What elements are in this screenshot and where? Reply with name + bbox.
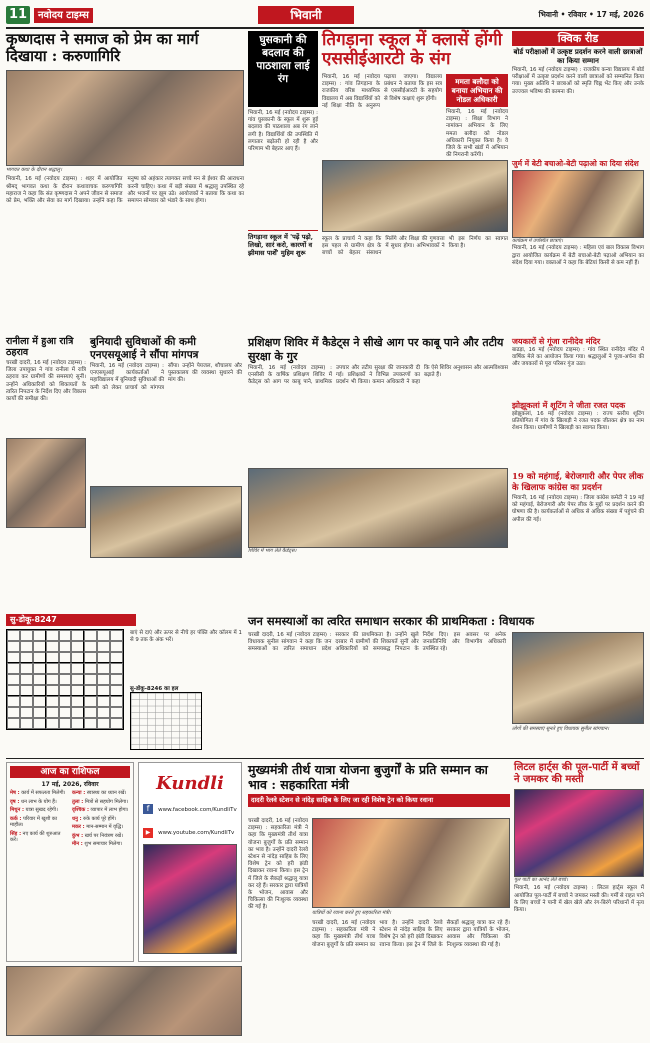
sudoku-cell — [20, 696, 33, 707]
body-vidhayak: चरखी दादरी, 16 मई (नवोदय टाइम्स) : विधायक सुनील सांगवान ने कहा कि जन समस्याओं का त्वरित समाधान प्रदेश सरकार की प्राथमिकता है। उन्होंने खुले दरबार में ग्रामीणों की शिकायतें सुनीं और अधिकारियों को समयबद्ध निपटान के निर्देश दिए। इस अवसर पर अनेक जनप्रतिनिधि और विभागीय अधिकारी उपस्थित रहे। — [248, 632, 506, 653]
photo-bottom-left — [6, 966, 242, 1036]
rashi-text: नए कार्य की शुरुआत करें। — [10, 830, 61, 843]
headline-beti: जुर्म में बेटी बचाओ-बेटी पढ़ाओ का दिया संदेश — [512, 159, 639, 168]
sudoku-cell — [46, 707, 59, 718]
photo-beti — [512, 170, 644, 238]
sudoku-cell — [20, 652, 33, 663]
sudoku-cell — [71, 630, 84, 641]
sudoku-cell — [71, 674, 84, 685]
sudoku-cell — [97, 663, 110, 674]
photo-cadets — [248, 468, 508, 548]
headline-tigdana: तिगड़ाना स्कूल में क्लासें होंगी एससीईआरटी के संग — [322, 30, 503, 69]
rashi-sign: वृष : — [10, 798, 20, 805]
sudoku-cell — [59, 630, 72, 641]
sudoku-cell — [20, 641, 33, 652]
sudoku-cell — [84, 718, 97, 729]
sudoku-cell — [84, 685, 97, 696]
sudoku-cell — [59, 685, 72, 696]
sudoku-cell — [33, 718, 46, 729]
quick-read-title: क्विक रीड — [512, 31, 644, 46]
sudoku-cell — [20, 718, 33, 729]
subhead-tirth: दादरी रेलवे स्टेशन से नांदेड़ साहिब के लिए जा रही विशेष ट्रेन को किया रवाना — [251, 796, 434, 804]
kundli-ad-image — [143, 844, 237, 954]
story-tirth — [248, 762, 510, 1037]
headline-shooting: झोझूकलां में शूटिंग ने जीता रजत पदक — [512, 400, 626, 410]
sudoku-cell — [33, 674, 46, 685]
photo-tigdana-classroom — [322, 160, 508, 232]
subhead-tigdana — [248, 230, 318, 280]
sudoku-cell — [7, 696, 20, 707]
subhead-tigdana-text: तिगड़ाना स्कूल में 'पढ़ें पढ़ो, लिखो, सारं करो, कारणों व झीमास पार्शें' मुहिम शुरू — [248, 233, 314, 257]
rashi-text: मान-सम्मान में वृद्धि। — [84, 824, 124, 830]
quick-read-body: भिवानी, 16 मई (नवोदय टाइम्स) : राजकीय कन्या विद्यालय में बोर्ड परीक्षाओं में उत्कृष्ट प्रदर्शन करने वाली छात्राओं को सम्मानित किया गया। मुख्य अतिथि ने छात्राओं को स्मृति चिह्न भेंट किए और उनके उज्ज्वल भविष्य की कामना की। — [512, 67, 644, 95]
body-tirth-1: चरखी दादरी, 16 मई (नवोदय टाइम्स) : सहकारिता मंत्री ने कहा कि मुख्यमंत्री तीर्थ यात्रा योजना बुजुर्गों के प्रति सम्मान का भाव है। उन्होंने दादरी रेलवे स्टेशन से नांदेड़ साहिब के लिए विशेष ट्रेन को हरी झंडी दिखाकर रवाना किया। इस ट्रेन में जिले के सैकड़ों श्रद्धालु यात्रा कर रहे हैं। सरकार द्वारा यात्रियों के भोजन, आवास और चिकित्सा की निःशुल्क व्यवस्था की गई है। — [248, 818, 308, 911]
body-krishnadas: भिवानी, 16 मई (नवोदय टाइम्स) : शहर में आयोजित श्रीमद् भागवत कथा के दौरान कथावाचक करुणागिरि महाराज ने कहा कि संत कृष्णदास ने अपने जीवन से समाज को प्रेम, भक्ति और सेवा का मार्ग दिखाया। उन्होंने कहा कि मनुष्य को अहंकार त्यागकर सच्चे मन से ईश्वर की आराधना करनी चाहिए। कथा में बड़ी संख्या में श्रद्धालु उपस्थित रहे और भजनों पर झूम उठे। आयोजकों ने बताया कि कथा का समापन सोमवार को भंडारे के साथ होगा। — [6, 176, 244, 205]
sudoku-cell — [71, 685, 84, 696]
sudoku-cell — [84, 696, 97, 707]
sudoku-cell — [7, 707, 20, 718]
sudoku-box — [6, 614, 244, 754]
rashi-text: यात्रा सुखद रहेगी। — [24, 807, 58, 813]
story-little-hearts — [514, 762, 644, 1037]
sudoku-cell — [59, 718, 72, 729]
sudoku-cell — [7, 652, 20, 663]
rashifal-box — [6, 762, 134, 962]
rashi-text: स्वास्थ्य का ध्यान रखें। — [85, 790, 127, 796]
rashi-sign: मिथुन : — [10, 807, 24, 813]
rashi-item — [72, 833, 130, 840]
sudoku-cell — [110, 663, 123, 674]
story-protest — [512, 472, 644, 608]
body-shooting: झोझूकलां, 16 मई (नवोदय टाइम्स) : राज्य स्तरीय शूटिंग प्रतियोगिता में गांव के खिलाड़ी ने रजत पदक जीतकर क्षेत्र का नाम रोशन किया। ग्रामीणों ने खिलाड़ी का स्वागत किया। — [512, 411, 644, 432]
sudoku-prev-grid — [130, 692, 202, 750]
rashi-sign: तुला : — [72, 798, 84, 805]
sudoku-cell — [46, 641, 59, 652]
headline-little-hearts: लिटल हार्ट्स की पूल-पार्टी में बच्चों ने जमकर की मस्ती — [514, 762, 640, 785]
sudoku-cell — [71, 696, 84, 707]
sudoku-cell — [7, 718, 20, 729]
body-protest: भिवानी, 16 मई (नवोदय टाइम्स) : जिला कांग्रेस कमेटी ने 19 मई को महंगाई, बेरोजगारी और पेपर लीक के मुद्दों पर प्रदर्शन करने की घोषणा की है। कार्यकर्ताओं से अधिक से अधिक संख्या में पहुंचने की अपील की गई। — [512, 495, 644, 523]
caption-little-hearts: पूल पार्टी का आनंद लेते बच्चे। — [514, 877, 568, 883]
sudoku-cell — [33, 641, 46, 652]
sudoku-cell — [20, 707, 33, 718]
story-vidhayak — [248, 614, 644, 754]
body-nsui: भिवानी, 16 मई (नवोदय टाइम्स) : एनएसयूआई कार्यकर्ताओं ने महाविद्यालय में बुनियादी सुविधाओं की कमी को लेकर प्राचार्य को मांगपत्र सौंपा। उन्होंने पेयजल, शौचालय और पुस्तकालय की व्यवस्था सुधारने की मांग की। — [90, 363, 242, 391]
story-cadets — [248, 336, 508, 608]
rashi-sign: मकर : — [72, 824, 85, 830]
story-ranila — [6, 336, 86, 608]
sudoku-cell — [97, 630, 110, 641]
sudoku-cell — [84, 641, 97, 652]
rashi-item — [10, 831, 68, 844]
sudoku-cell — [20, 685, 33, 696]
rashi-sign: सिंह : — [10, 830, 22, 837]
sudoku-cell — [110, 696, 123, 707]
sudoku-cell — [20, 674, 33, 685]
sudoku-cell — [7, 674, 20, 685]
photo-ranila — [6, 438, 86, 528]
rashifal-title: आज का राशिफल — [10, 766, 130, 778]
sudoku-cell — [59, 663, 72, 674]
sudoku-cell — [97, 674, 110, 685]
sudoku-cell — [97, 696, 110, 707]
sudoku-cell — [71, 663, 84, 674]
rashi-sign: कुंभ : — [72, 832, 84, 839]
caption-tirth: यात्रियों को रवाना करते हुए सहकारिता मंत्री। — [312, 910, 392, 916]
rashi-item — [10, 799, 68, 806]
sudoku-cell — [59, 674, 72, 685]
sudoku-cell — [84, 663, 97, 674]
sudoku-cell — [84, 652, 97, 663]
headline-ghuskani: घुसकानी की बदलाव की पाठशाला लाई रंग — [256, 34, 310, 85]
sudoku-cell — [110, 630, 123, 641]
page-number: 11 — [6, 6, 30, 24]
body-mamta: भिवानी, 16 मई (नवोदय टाइम्स) : शिक्षा विभाग ने नामांकन अभियान के लिए ममता बलौदा को नोडल अधिकारी नियुक्त किया है। वे जिले के सभी खंडों में अभियान की निगरानी करेंगी। — [446, 109, 508, 159]
sudoku-grid — [6, 629, 124, 730]
rashi-sign: वृश्चिक : — [72, 807, 89, 813]
sudoku-cell — [59, 641, 72, 652]
rashi-item — [10, 790, 68, 797]
body-jaykare: बाढड़ा, 16 मई (नवोदय टाइम्स) : गांव स्थित रानीदेव मंदिर में वार्षिक मेले का आयोजन किया गया। श्रद्धालुओं ने पूजा-अर्चना की और जयकारों से पूरा परिसर गूंज उठा। — [512, 347, 644, 368]
rashi-text: खर्च पर नियंत्रण रखें। — [83, 832, 123, 839]
rashi-sign: कर्क : — [10, 815, 22, 822]
story-krishnadas — [6, 31, 244, 331]
sudoku-cell — [33, 685, 46, 696]
sudoku-cell — [46, 674, 59, 685]
sudoku-cell — [97, 707, 110, 718]
sudoku-cell — [46, 652, 59, 663]
headline-ranila: रानीला में हुआ रात्रि ठहराव — [6, 336, 74, 358]
headline-vidhayak: जन समस्याओं का त्वरित समाधान सरकार की प्राथमिकता : विधायक — [248, 614, 535, 628]
rashifal-list — [10, 790, 130, 848]
headline-mamta: ममता बलौदा को बनाया अभियान की नोडल अधिकारी — [451, 77, 503, 104]
headline-jaykare: जयकारों से गूंजा रानीदेव मंदिर — [512, 336, 601, 346]
sudoku-cell — [33, 630, 46, 641]
sudoku-cell — [46, 696, 59, 707]
sudoku-cell — [33, 707, 46, 718]
rashi-item — [72, 824, 130, 831]
quick-read-subhead: बोर्ड परीक्षाओं में उत्कृष्ट प्रदर्शन करने वाली छात्राओं का किया सम्मान — [513, 47, 643, 65]
rashi-item — [72, 816, 130, 823]
masthead — [0, 0, 650, 30]
headline-cadets: प्रशिक्षण शिविर में कैडेट्स ने सीखे आग पर काबू पाने और तटीय सुरक्षा के गुर — [248, 336, 504, 363]
body-beti: भिवानी, 16 मई (नवोदय टाइम्स) : महिला एवं बाल विकास विभाग द्वारा आयोजित कार्यक्रम में बेटी बचाओ-बेटी पढ़ाओ अभियान का संदेश दिया गया। वक्ताओं ने कहा कि बेटियां किसी से कम नहीं हैं। — [512, 245, 644, 266]
date-line: भिवानी • रविवार • 17 मई, 2026 — [538, 10, 644, 19]
body-little-hearts: भिवानी, 16 मई (नवोदय टाइम्स) : लिटल हार्ट्स स्कूल में आयोजित पूल-पार्टी में बच्चों ने जमकर मस्ती की। गर्मी से राहत पाने के लिए बच्चों ने पानी में खेल खेले और रंग-बिरंगे परिधानों में नृत्य किया। — [514, 885, 644, 914]
sudoku-cell — [59, 696, 72, 707]
sudoku-cell — [33, 696, 46, 707]
sudoku-cell — [84, 707, 97, 718]
caption-cadets: शिविर में भाग लेते कैडेट्स। — [248, 548, 297, 554]
headline-tirth: मुख्यमंत्री तीर्थ यात्रा योजना बुजुर्गों के प्रति सम्मान का भाव : सहकारिता मंत्री — [248, 762, 488, 792]
sudoku-cell — [59, 707, 72, 718]
city-name: भिवानी — [258, 6, 354, 24]
body-tirth-2: चरखी दादरी, 16 मई (नवोदय टाइम्स) : सहकारिता मंत्री ने कहा कि मुख्यमंत्री तीर्थ यात्रा योजना बुजुर्गों के प्रति सम्मान का भाव है। उन्होंने दादरी रेलवे स्टेशन से नांदेड़ साहिब के लिए विशेष ट्रेन को हरी झंडी दिखाकर रवाना किया। इस ट्रेन में जिले के सैकड़ों श्रद्धालु यात्रा कर रहे हैं। सरकार द्वारा यात्रियों के भोजन, आवास और चिकित्सा की निःशुल्क व्यवस्था की गई है। — [312, 920, 510, 948]
photo-pool-party — [514, 789, 644, 877]
sudoku-cell — [46, 685, 59, 696]
caption-beti: कार्यक्रम में उपस्थित छात्राएं। — [512, 238, 563, 244]
rashifal-date: 17 मई, 2026, रविवार — [41, 781, 99, 788]
kundli-facebook-link[interactable]: www.facebook.com/KundliTv — [158, 807, 237, 813]
body-ghuskani: भिवानी, 16 मई (नवोदय टाइम्स) : गांव घुसकानी के स्कूल में शुरू हुई बदलाव की पाठशाला अब रंग लाने लगी है। विद्यार्थियों की उपस्थिति में लगातार बढ़ोतरी हो रही है और परिणाम भी बेहतर आए हैं। — [248, 110, 318, 153]
sudoku-cell — [71, 718, 84, 729]
rashi-text: रुके कार्य पूरे होंगे। — [81, 815, 117, 822]
headline-krishnadas: कृष्णदास ने समाज को प्रेम का मार्ग दिखाया : करुणागिरि — [6, 30, 199, 65]
sudoku-cell — [46, 663, 59, 674]
sudoku-cell — [7, 685, 20, 696]
youtube-icon: ▶ — [143, 828, 153, 838]
rashi-text: मित्रों से सहयोग मिलेगा। — [83, 798, 129, 805]
facebook-icon: f — [143, 804, 153, 814]
body-ranila: चरखी दादरी, 16 मई (नवोदय टाइम्स) : जिला उपायुक्त ने गांव रानीला में रात्रि ठहराव कर ग्रामीणों की समस्याएं सुनीं। उन्होंने अधिकारियों को शिकायतों के त्वरित निपटान के निर्देश दिए और विकास कार्यों की समीक्षा की। — [6, 360, 86, 403]
story-nsui — [90, 336, 242, 608]
headline-nsui: बुनियादी सुविधाओं की कमी एनएसयूआई ने सौंपा मांगपत्र — [90, 336, 199, 361]
sudoku-cell — [84, 674, 97, 685]
sudoku-cell — [71, 652, 84, 663]
masthead-rule — [6, 27, 644, 29]
sudoku-cell — [7, 663, 20, 674]
paper-name: नवोदय टाइम्स — [34, 8, 93, 23]
sudoku-cell — [71, 707, 84, 718]
kundli-logo: Kundli — [156, 773, 224, 794]
sudoku-cell — [110, 641, 123, 652]
photo-tirth — [312, 818, 510, 908]
rashi-sign: मीन : — [72, 841, 83, 847]
sudoku-cell — [97, 718, 110, 729]
rashi-sign: मेष : — [10, 790, 20, 796]
story-mamta — [446, 74, 508, 158]
sudoku-cell — [7, 630, 20, 641]
sudoku-cell — [33, 663, 46, 674]
sudoku-cell — [110, 652, 123, 663]
quick-read — [512, 31, 644, 331]
rashi-item — [72, 841, 130, 848]
caption-vidhayak: लोगों की समस्याएं सुनते हुए विधायक सुनील सांगवान। — [512, 726, 610, 732]
divider-mid — [6, 758, 644, 759]
rashi-text: कार्य में सफलता मिलेगी। — [19, 790, 66, 796]
rashi-text: शुभ समाचार मिलेगा। — [82, 841, 123, 847]
kundli-youtube-link[interactable]: www.youtube.com/KundliTv — [158, 830, 235, 836]
rashi-sign: धनु : — [72, 815, 82, 822]
photo-nsui — [90, 486, 242, 558]
sudoku-cell — [97, 652, 110, 663]
rashi-item — [10, 816, 68, 829]
sudoku-cell — [20, 630, 33, 641]
photo-bhagwat-katha — [6, 70, 244, 166]
sudoku-cell — [84, 630, 97, 641]
sudoku-cell — [33, 652, 46, 663]
body-tigdana-2: स्कूल के प्राचार्य ने कहा कि इस पहल से ग्रामीण क्षेत्र के बच्चों को बेहतर संसाधन मिलेंगे और शिक्षा की गुणवत्ता में सुधार होगा। अभिभावकों ने भी इस निर्णय का स्वागत किया है। — [322, 236, 508, 257]
sudoku-cell — [71, 641, 84, 652]
sudoku-cell — [97, 641, 110, 652]
body-cadets: भिवानी, 16 मई (नवोदय टाइम्स) : एनसीसी के वार्षिक प्रशिक्षण शिविर में कैडेट्स को आग पर काबू पाने, प्राथमिक उपचार और तटीय सुरक्षा की जानकारी दी गई। प्रशिक्षकों ने विभिन्न उपकरणों का प्रदर्शन भी किया। कमान अधिकारी ने कहा कि ऐसे शिविर अनुशासन और आत्मविश्वास बढ़ाते हैं। — [248, 365, 508, 386]
sudoku-cell — [110, 685, 123, 696]
sudoku-cell — [59, 652, 72, 663]
caption-krishnadas: भागवत कथा के दौरान श्रद्धालु। — [6, 167, 62, 173]
body-tigdana-1: भिवानी, 16 मई (नवोदय टाइम्स) : गांव तिगड़ाना के राजकीय वरिष्ठ माध्यमिक विद्यालय में अब विद्यार्थियों को नई शिक्षा नीति के अनुरूप पढ़ाया जाएगा। विद्यालय प्रबंधन ने बताया कि इस सत्र से एससीईआरटी के सहयोग से विशेष कक्षाएं शुरू होंगी। — [322, 74, 442, 109]
sudoku-cell — [7, 641, 20, 652]
rashi-text: व्यापार में लाभ होगा। — [88, 807, 129, 813]
sudoku-cell — [46, 630, 59, 641]
headline-protest: 19 को महंगाई, बेरोजगारी और पेपर लीक के खिलाफ कांग्रेस का प्रदर्शन — [512, 472, 644, 493]
story-jaykare — [512, 336, 644, 396]
rashi-item — [72, 790, 130, 797]
sudoku-prev-label: सु-डोकू-8246 का हल — [130, 686, 179, 692]
ad-kundli — [138, 762, 242, 962]
sudoku-cell — [110, 718, 123, 729]
sudoku-cell — [110, 674, 123, 685]
sudoku-cell — [20, 663, 33, 674]
sudoku-cell — [46, 718, 59, 729]
story-ghuskani-head — [248, 31, 318, 107]
rashi-item — [72, 807, 130, 814]
rashi-text: परिवार में खुशी का माहौल। — [10, 815, 57, 828]
sudoku-label: सु-डोकू-8247 — [6, 614, 136, 626]
subhead-tirth-box — [248, 794, 510, 807]
headline-mamta-box — [446, 74, 508, 107]
sudoku-cell — [97, 685, 110, 696]
story-shooting — [512, 400, 644, 468]
photo-vidhayak — [512, 632, 644, 724]
sudoku-cell — [110, 707, 123, 718]
rashi-sign: कन्या : — [72, 790, 86, 796]
rashi-text: धन लाभ के योग हैं। — [19, 798, 57, 805]
rashi-item — [10, 807, 68, 814]
sudoku-hint: बाएं से दाएं और ऊपर से नीचे हर पंक्ति और कॉलम में 1 से 9 तक के अंक भरें। — [130, 630, 242, 644]
rashi-item — [72, 799, 130, 806]
